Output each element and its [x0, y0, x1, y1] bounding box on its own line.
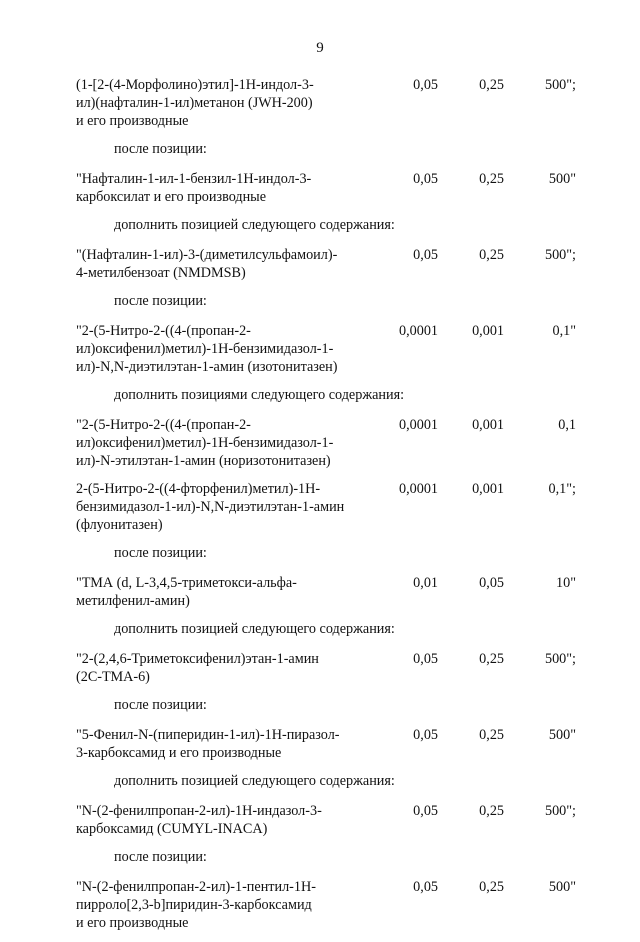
substance-name-line: "2-(5-Нитро-2-((4-(пропан-2- [76, 323, 251, 339]
instruction-text: после позиции: [114, 293, 207, 309]
quantity-value-2: 0,25 [479, 651, 504, 667]
instruction-text: дополнить позицией следующего содержания: [114, 217, 395, 233]
substance-name [76, 574, 358, 610]
substance-name-line: карбоксилат и его производные [76, 189, 267, 205]
substance-row [76, 170, 576, 206]
quantity-value-3: 500" [548, 727, 576, 743]
quantity-value-1: 0,01 [413, 575, 438, 591]
quantity-value-2: 0,001 [472, 481, 504, 497]
substance-name [76, 416, 358, 470]
quantity-value-2: 0,25 [479, 727, 504, 743]
instruction-text: после позиции: [114, 697, 207, 713]
quantity-value-2: 0,001 [472, 417, 504, 433]
quantity-value-1: 0,05 [413, 247, 438, 263]
instruction-text: дополнить позицией следующего содержания: [114, 621, 395, 637]
substance-row [76, 322, 576, 376]
quantity-value-1: 0,05 [413, 727, 438, 743]
substance-name-line: ил)оксифенил)метил)-1Н-бензимидазол-1- [76, 341, 334, 357]
substance-name-line: пирроло[2,3-b]пиридин-3-карбоксамид [76, 897, 312, 913]
substance-name-line: 2-(5-Нитро-2-((4-фторфенил)метил)-1Н- [76, 481, 321, 497]
substance-row [76, 480, 576, 534]
substance-name-line: "(Нафталин-1-ил)-3-(диметилсульфамоил)- [76, 247, 338, 263]
substance-name-line: "2-(5-Нитро-2-((4-(пропан-2- [76, 417, 251, 433]
substance-name [76, 878, 358, 932]
substance-row [76, 574, 576, 610]
quantity-value-1: 0,05 [413, 651, 438, 667]
quantity-value-3: 500"; [544, 247, 576, 263]
substance-name-line: (флуонитазен) [76, 517, 163, 533]
substance-name [76, 726, 358, 762]
substance-row [76, 76, 576, 130]
substance-name-line: ил)-N-этилэтан-1-амин (норизотонитазен) [76, 453, 331, 469]
quantity-value-2: 0,25 [479, 247, 504, 263]
quantity-value-2: 0,25 [479, 803, 504, 819]
substance-row [76, 726, 576, 762]
quantity-value-1: 0,05 [413, 171, 438, 187]
quantity-value-3: 10" [556, 575, 576, 591]
quantity-value-2: 0,001 [472, 323, 504, 339]
quantity-value-1: 0,05 [413, 803, 438, 819]
substance-name-line: карбоксамид (CUMYL-INACA) [76, 821, 268, 837]
quantity-value-2: 0,25 [479, 77, 504, 93]
substance-row [76, 246, 576, 282]
quantity-value-2: 0,05 [479, 575, 504, 591]
substance-name [76, 246, 358, 282]
quantity-value-1: 0,05 [413, 77, 438, 93]
substance-name-line: ил)-N,N-диэтилэтан-1-амин (изотонитазен) [76, 359, 338, 375]
page-number: 9 [316, 40, 324, 56]
substance-name-line: 3-карбоксамид и его производные [76, 745, 282, 761]
document-body [76, 76, 576, 942]
quantity-value-1: 0,0001 [398, 417, 438, 433]
substance-name-line: и его производные [76, 113, 189, 129]
instruction-text: после позиции: [114, 545, 207, 561]
substance-name [76, 76, 358, 130]
substance-name-line: "5-Фенил-N-(пиперидин-1-ил)-1Н-пиразол- [76, 727, 340, 743]
instruction-text: дополнить позициями следующего содержания: [114, 387, 405, 403]
quantity-value-3: 0,1 [558, 417, 576, 433]
instruction-text: после позиции: [114, 141, 207, 157]
substance-name-line: ил)оксифенил)метил)-1Н-бензимидазол-1- [76, 435, 334, 451]
substance-row [76, 650, 576, 686]
quantity-value-2: 0,25 [479, 879, 504, 895]
substance-name-line: "Нафталин-1-ил-1-бензил-1Н-индол-3- [76, 171, 312, 187]
quantity-value-2: 0,25 [479, 171, 504, 187]
substance-row [76, 802, 576, 838]
substance-name-line: (2С-ТМА-6) [76, 669, 150, 685]
substance-name-line: 4-метилбензоат (NMDMSB) [76, 265, 246, 281]
substance-name-line: бензимидазол-1-ил)-N,N-диэтилэтан-1-амин [76, 499, 345, 515]
substance-name [76, 170, 358, 206]
quantity-value-3: 0,1" [552, 323, 576, 339]
substance-name-line: "N-(2-фенилпропан-2-ил)-1-пентил-1Н- [76, 879, 316, 895]
quantity-value-3: 500"; [544, 803, 576, 819]
substance-name [76, 650, 358, 686]
quantity-value-1: 0,0001 [398, 323, 438, 339]
instruction-text: после позиции: [114, 849, 207, 865]
substance-name-line: метилфенил-амин) [76, 593, 190, 609]
quantity-value-3: 0,1"; [548, 481, 576, 497]
substance-name [76, 322, 358, 376]
quantity-value-3: 500"; [544, 77, 576, 93]
substance-name-line: и его производные [76, 915, 189, 931]
quantity-value-3: 500" [548, 171, 576, 187]
quantity-value-1: 0,05 [413, 879, 438, 895]
substance-name [76, 480, 358, 534]
quantity-value-3: 500" [548, 879, 576, 895]
quantity-value-3: 500"; [544, 651, 576, 667]
substance-row [76, 878, 576, 932]
quantity-value-1: 0,0001 [398, 481, 438, 497]
substance-name [76, 802, 358, 838]
substance-name-line: (1-[2-(4-Морфолино)этил]-1Н-индол-3- [76, 77, 314, 93]
substance-name-line: ил)(нафталин-1-ил)метанон (JWH-200) [76, 95, 313, 111]
substance-name-line: "N-(2-фенилпропан-2-ил)-1Н-индазол-3- [76, 803, 322, 819]
substance-name-line: "2-(2,4,6-Триметоксифенил)этан-1-амин [76, 651, 319, 667]
substance-name-line: "ТМА (d, L-3,4,5-триметокси-альфа- [76, 575, 297, 591]
instruction-text: дополнить позицией следующего содержания: [114, 773, 395, 789]
substance-row [76, 416, 576, 470]
